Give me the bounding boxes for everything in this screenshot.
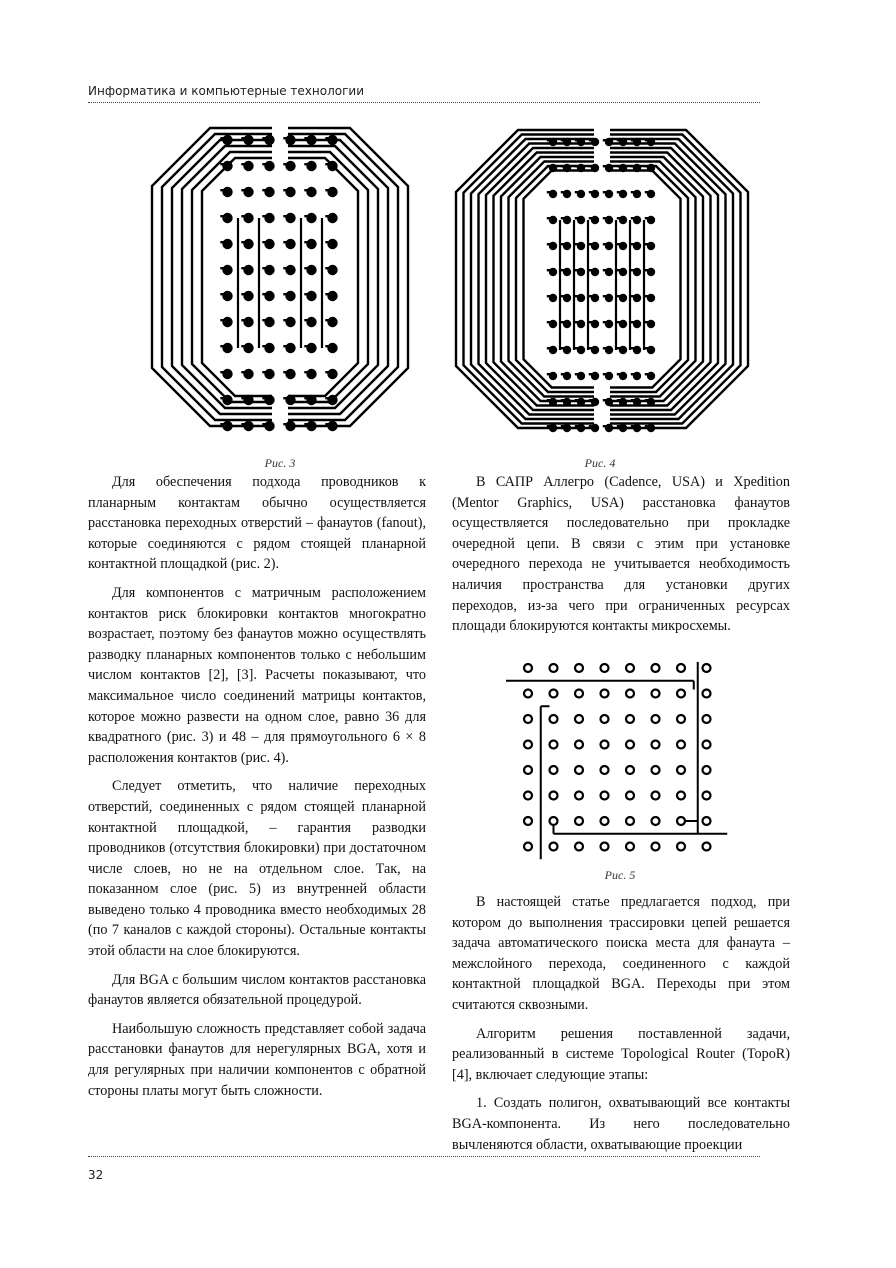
bga-pad bbox=[647, 138, 655, 146]
bga-pad bbox=[243, 369, 253, 379]
bga-pad bbox=[222, 421, 232, 431]
bga-pad bbox=[619, 424, 627, 432]
bga-pad bbox=[243, 213, 253, 223]
bga-pad bbox=[264, 369, 274, 379]
via-pad bbox=[703, 792, 711, 800]
bga-pad bbox=[306, 187, 316, 197]
bga-pad bbox=[285, 395, 295, 405]
via-pad bbox=[677, 843, 685, 851]
trace bbox=[524, 171, 595, 388]
bga-pad bbox=[306, 395, 316, 405]
via-pad bbox=[652, 817, 660, 825]
bga-pad bbox=[619, 346, 627, 354]
left-paragraph: Для BGA с большим числом контактов расстановка фанаутов является обязательной процедурой. bbox=[88, 971, 426, 1009]
bga-pad bbox=[285, 239, 295, 249]
left-paragraph: Для обеспечения подхода проводников к планарным контактам обычно осуществляется расстановка переходных отверстий – фанаутов (fanout), которые соединяются с рядом стоящей планарной контактной площадкой (рис. 2). bbox=[88, 474, 426, 573]
bga-pad bbox=[647, 216, 655, 224]
bga-pad bbox=[306, 239, 316, 249]
via-pad bbox=[626, 741, 634, 749]
trace bbox=[610, 166, 688, 392]
bga-pad bbox=[243, 317, 253, 327]
figure-3-caption: Рис. 3 bbox=[264, 456, 296, 470]
bga-pad bbox=[264, 187, 274, 197]
bga-pad bbox=[633, 398, 641, 406]
bga-pad bbox=[563, 216, 571, 224]
via-pad bbox=[626, 690, 634, 698]
bga-pad bbox=[605, 320, 613, 328]
via-pad bbox=[703, 664, 711, 672]
bga-pad bbox=[306, 421, 316, 431]
bga-pad bbox=[563, 190, 571, 198]
via-pad bbox=[575, 766, 583, 774]
bga-pad bbox=[591, 216, 599, 224]
via-pad bbox=[601, 664, 609, 672]
via-pad bbox=[575, 715, 583, 723]
bga-pad bbox=[243, 135, 253, 145]
bga-pad bbox=[577, 190, 585, 198]
left-column bbox=[88, 472, 426, 1109]
bga-pad bbox=[549, 164, 557, 172]
bga-pad bbox=[222, 265, 232, 275]
bga-pad bbox=[605, 346, 613, 354]
bga-pad bbox=[605, 398, 613, 406]
bga-pad bbox=[563, 346, 571, 354]
bga-pad bbox=[243, 239, 253, 249]
bga-pad bbox=[222, 317, 232, 327]
trace bbox=[516, 166, 594, 392]
bga-pad bbox=[619, 372, 627, 380]
bga-pad bbox=[327, 291, 337, 301]
bga-pad bbox=[327, 369, 337, 379]
bga-pad bbox=[243, 187, 253, 197]
via-pad bbox=[524, 766, 532, 774]
bga-pad bbox=[285, 213, 295, 223]
bga-pad bbox=[577, 424, 585, 432]
bga-pad bbox=[647, 268, 655, 276]
bga-pad bbox=[619, 268, 627, 276]
via-pad bbox=[575, 664, 583, 672]
bga-pad bbox=[605, 424, 613, 432]
via-pad bbox=[550, 741, 558, 749]
bga-pad bbox=[549, 242, 557, 250]
via-pad bbox=[677, 817, 685, 825]
right-column-top bbox=[452, 472, 790, 645]
bga-pad bbox=[327, 317, 337, 327]
bga-pad bbox=[619, 190, 627, 198]
bga-pad bbox=[222, 213, 232, 223]
bga-pad bbox=[222, 135, 232, 145]
via-pad bbox=[626, 664, 634, 672]
bga-pad bbox=[222, 369, 232, 379]
bga-pad bbox=[605, 372, 613, 380]
bga-pad bbox=[327, 343, 337, 353]
via-pad bbox=[626, 843, 634, 851]
via-pad bbox=[652, 741, 660, 749]
bga-pad bbox=[647, 398, 655, 406]
bga-pad bbox=[591, 138, 599, 146]
via-pad bbox=[677, 690, 685, 698]
bga-pad bbox=[633, 346, 641, 354]
bga-pad bbox=[243, 395, 253, 405]
bga-pad bbox=[633, 424, 641, 432]
bga-pad bbox=[563, 424, 571, 432]
bga-pad bbox=[306, 343, 316, 353]
via-pad bbox=[677, 766, 685, 774]
bga-pad bbox=[633, 320, 641, 328]
bga-pad bbox=[285, 187, 295, 197]
bga-pad bbox=[327, 213, 337, 223]
trace bbox=[610, 171, 681, 388]
bga-pad bbox=[549, 138, 557, 146]
bga-pad bbox=[549, 294, 557, 302]
bga-pad bbox=[285, 369, 295, 379]
bga-pad bbox=[605, 190, 613, 198]
bga-pad bbox=[633, 164, 641, 172]
via-pad bbox=[601, 690, 609, 698]
bga-pad bbox=[549, 424, 557, 432]
via-pad bbox=[550, 843, 558, 851]
bga-pad bbox=[605, 138, 613, 146]
bga-pad bbox=[327, 161, 337, 171]
bga-pad bbox=[647, 320, 655, 328]
via-pad bbox=[550, 715, 558, 723]
bga-pad bbox=[563, 398, 571, 406]
via-pad bbox=[601, 843, 609, 851]
bga-pad bbox=[591, 242, 599, 250]
via-pad bbox=[550, 766, 558, 774]
right-paragraph: В САПР Аллегро (Cadence, USA) и Xpedition (Mentor Graphics, USA) расстановка фанаутов осуществляется последовательно при прокладке очередной цепи. В связи с этим при установке очередного перехода не учитывается необходимость наличия пространства для установки других переходов, из-за чего при ограниченных ресурсах площади блокируются контакты микросхемы. bbox=[452, 474, 790, 635]
bga-pad bbox=[264, 421, 274, 431]
bga-pad bbox=[591, 190, 599, 198]
bga-pad bbox=[647, 164, 655, 172]
bga-pad bbox=[577, 398, 585, 406]
bga-pad bbox=[306, 135, 316, 145]
bga-pad bbox=[633, 216, 641, 224]
bga-pad bbox=[285, 291, 295, 301]
bga-pad bbox=[306, 291, 316, 301]
right-paragraph: Алгоритм решения поставленной задачи, реализованный в системе Topological Router (TopoR) [4], включает следующие этапы: bbox=[452, 1025, 790, 1083]
bga-pad bbox=[647, 294, 655, 302]
footer-rule bbox=[88, 1156, 760, 1157]
bga-pad bbox=[264, 135, 274, 145]
bga-pad bbox=[591, 424, 599, 432]
bga-pad bbox=[549, 190, 557, 198]
bga-pad bbox=[264, 213, 274, 223]
bga-pad bbox=[577, 294, 585, 302]
bga-pad bbox=[327, 135, 337, 145]
bga-pad bbox=[591, 294, 599, 302]
via-pad bbox=[550, 792, 558, 800]
via-pad bbox=[575, 690, 583, 698]
bga-pad bbox=[619, 216, 627, 224]
bga-pad bbox=[306, 213, 316, 223]
bga-pad bbox=[563, 294, 571, 302]
bga-pad bbox=[306, 317, 316, 327]
via-pad bbox=[524, 664, 532, 672]
bga-pad bbox=[591, 268, 599, 276]
bga-pad bbox=[285, 265, 295, 275]
bga-pad bbox=[285, 135, 295, 145]
bga-pad bbox=[577, 242, 585, 250]
via-pad bbox=[652, 664, 660, 672]
via-pad bbox=[626, 715, 634, 723]
bga-pad bbox=[549, 372, 557, 380]
via-pad bbox=[601, 766, 609, 774]
bga-pad bbox=[591, 346, 599, 354]
bga-pad bbox=[549, 346, 557, 354]
bga-pad bbox=[285, 343, 295, 353]
via-pad bbox=[524, 843, 532, 851]
via-pad bbox=[601, 715, 609, 723]
bga-pad bbox=[619, 164, 627, 172]
bga-pad bbox=[647, 190, 655, 198]
bga-pad bbox=[605, 164, 613, 172]
bga-pad bbox=[563, 320, 571, 328]
bga-pad bbox=[577, 138, 585, 146]
via-pad bbox=[626, 817, 634, 825]
bga-pad bbox=[577, 346, 585, 354]
via-pad bbox=[524, 792, 532, 800]
right-column-bottom bbox=[452, 892, 790, 1163]
left-paragraph: Следует отметить, что наличие переходных отверстий, соединенных с рядом стоящей планарной контактной площадкой, – гарантия разводки проводников (отсутствия блокировки) при достаточном числе слоев, но не на отдельном слое. Так, на показанном слое (рис. 5) из внутренней области выведено только 4 проводника вместо необходимых 28 (по 7 каналов с каждой стороны). Остальные контакты этой области на слое блокируются. bbox=[88, 778, 426, 960]
bga-pad bbox=[264, 317, 274, 327]
bga-pad bbox=[222, 239, 232, 249]
bga-pad bbox=[563, 164, 571, 172]
bga-pad bbox=[549, 398, 557, 406]
via-pad bbox=[703, 715, 711, 723]
bga-pad bbox=[647, 372, 655, 380]
bga-pad bbox=[264, 161, 274, 171]
bga-pad bbox=[285, 421, 295, 431]
bga-pad bbox=[222, 291, 232, 301]
bga-pad bbox=[327, 421, 337, 431]
via-pad bbox=[575, 792, 583, 800]
figure-5-diagram bbox=[498, 654, 748, 866]
via-pad bbox=[626, 766, 634, 774]
bga-pad bbox=[306, 369, 316, 379]
bga-pad bbox=[633, 268, 641, 276]
left-paragraph: Для компонентов с матричным расположением контактов риск блокировки контактов многократно возрастает, поэтому без фанаутов можно осуществлять разводку планарных компонентов только с небольшим числом контактов [2], [3]. Расчеты показывают, что максимальное число соединений матрицы контактов, которое можно развести на одном слое, равно 36 для квадратного (рис. 3) и 48 – для прямоугольного 6 × 8 расположения контактов (рис. 4). bbox=[88, 584, 426, 766]
via-pad bbox=[652, 690, 660, 698]
bga-pad bbox=[563, 268, 571, 276]
bga-pad bbox=[264, 343, 274, 353]
bga-pad bbox=[605, 216, 613, 224]
bga-pad bbox=[327, 265, 337, 275]
figure-4-diagram bbox=[452, 112, 752, 452]
bga-pad bbox=[633, 372, 641, 380]
bga-pad bbox=[549, 320, 557, 328]
bga-pad bbox=[243, 421, 253, 431]
bga-pad bbox=[577, 372, 585, 380]
via-pad bbox=[601, 741, 609, 749]
via-pad bbox=[550, 664, 558, 672]
via-pad bbox=[524, 817, 532, 825]
via-pad bbox=[575, 817, 583, 825]
page-number: 32 bbox=[88, 1168, 104, 1182]
bga-pad bbox=[577, 268, 585, 276]
bga-pad bbox=[327, 239, 337, 249]
via-pad bbox=[524, 690, 532, 698]
bga-pad bbox=[647, 242, 655, 250]
bga-pad bbox=[243, 161, 253, 171]
bga-pad bbox=[264, 291, 274, 301]
bga-pad bbox=[591, 372, 599, 380]
bga-pad bbox=[619, 320, 627, 328]
bga-pad bbox=[243, 343, 253, 353]
bga-pad bbox=[264, 265, 274, 275]
via-pad bbox=[601, 817, 609, 825]
bga-pad bbox=[222, 187, 232, 197]
figure-5-caption: Рис. 5 bbox=[604, 868, 636, 882]
bga-pad bbox=[285, 317, 295, 327]
bga-pad bbox=[647, 424, 655, 432]
bga-pad bbox=[563, 242, 571, 250]
via-pad bbox=[677, 664, 685, 672]
via-pad bbox=[524, 715, 532, 723]
via-pad bbox=[550, 817, 558, 825]
bga-pad bbox=[563, 372, 571, 380]
bga-pad bbox=[285, 161, 295, 171]
via-pad bbox=[703, 817, 711, 825]
via-pad bbox=[703, 741, 711, 749]
bga-pad bbox=[563, 138, 571, 146]
bga-pad bbox=[264, 239, 274, 249]
left-paragraph: Наибольшую сложность представляет собой задача расстановки фанаутов для нерегулярных BGA, хотя и для регулярных при наличии компонентов с обратной стороны платы могут быть сложности. bbox=[88, 1020, 426, 1099]
figure-4-caption: Рис. 4 bbox=[584, 456, 616, 470]
bga-pad bbox=[605, 242, 613, 250]
bga-pad bbox=[647, 346, 655, 354]
bga-pad bbox=[605, 268, 613, 276]
via-pad bbox=[575, 843, 583, 851]
via-pad bbox=[652, 766, 660, 774]
bga-pad bbox=[327, 395, 337, 405]
via-pad bbox=[626, 792, 634, 800]
running-header: Информатика и компьютерные технологии bbox=[88, 84, 365, 98]
bga-pad bbox=[619, 242, 627, 250]
bga-pad bbox=[619, 138, 627, 146]
right-paragraph: В настоящей статье предлагается подход, при котором до выполнения трассировки цепей решается задача автоматического поиска места для фанаута – межслойного перехода, соединенного с каждой контактной площадкой BGA. Переходы при этом считаются сквозными. bbox=[452, 894, 790, 1013]
via-pad bbox=[703, 766, 711, 774]
bga-pad bbox=[591, 398, 599, 406]
trace bbox=[288, 140, 388, 414]
bga-pad bbox=[243, 291, 253, 301]
bga-pad bbox=[327, 187, 337, 197]
bga-pad bbox=[264, 395, 274, 405]
bga-pad bbox=[306, 161, 316, 171]
trace bbox=[288, 128, 408, 426]
bga-pad bbox=[577, 216, 585, 224]
via-pad bbox=[677, 741, 685, 749]
bga-pad bbox=[549, 268, 557, 276]
figure-3-diagram bbox=[140, 112, 420, 452]
trace bbox=[152, 128, 272, 426]
bga-pad bbox=[577, 164, 585, 172]
via-pad bbox=[575, 741, 583, 749]
via-pad bbox=[524, 741, 532, 749]
bga-pad bbox=[306, 265, 316, 275]
via-pad bbox=[601, 792, 609, 800]
via-pad bbox=[703, 690, 711, 698]
via-pad bbox=[677, 792, 685, 800]
bga-pad bbox=[549, 216, 557, 224]
via-pad bbox=[652, 715, 660, 723]
bga-pad bbox=[577, 320, 585, 328]
right-paragraph: 1. Создать полигон, охватывающий все контакты BGA-компонента. Из него последовательно вычленяются области, охватывающие проекции bbox=[452, 1095, 790, 1153]
bga-pad bbox=[619, 294, 627, 302]
via-pad bbox=[550, 690, 558, 698]
bga-pad bbox=[633, 138, 641, 146]
bga-pad bbox=[222, 343, 232, 353]
bga-pad bbox=[633, 242, 641, 250]
via-pad bbox=[703, 843, 711, 851]
header-rule bbox=[88, 102, 760, 103]
bga-pad bbox=[591, 164, 599, 172]
bga-pad bbox=[605, 294, 613, 302]
bga-pad bbox=[633, 190, 641, 198]
bga-pad bbox=[619, 398, 627, 406]
bga-pad bbox=[591, 320, 599, 328]
bga-pad bbox=[222, 161, 232, 171]
bga-pad bbox=[243, 265, 253, 275]
via-pad bbox=[652, 792, 660, 800]
via-pad bbox=[652, 843, 660, 851]
bga-pad bbox=[222, 395, 232, 405]
bga-pad bbox=[633, 294, 641, 302]
via-pad bbox=[677, 715, 685, 723]
